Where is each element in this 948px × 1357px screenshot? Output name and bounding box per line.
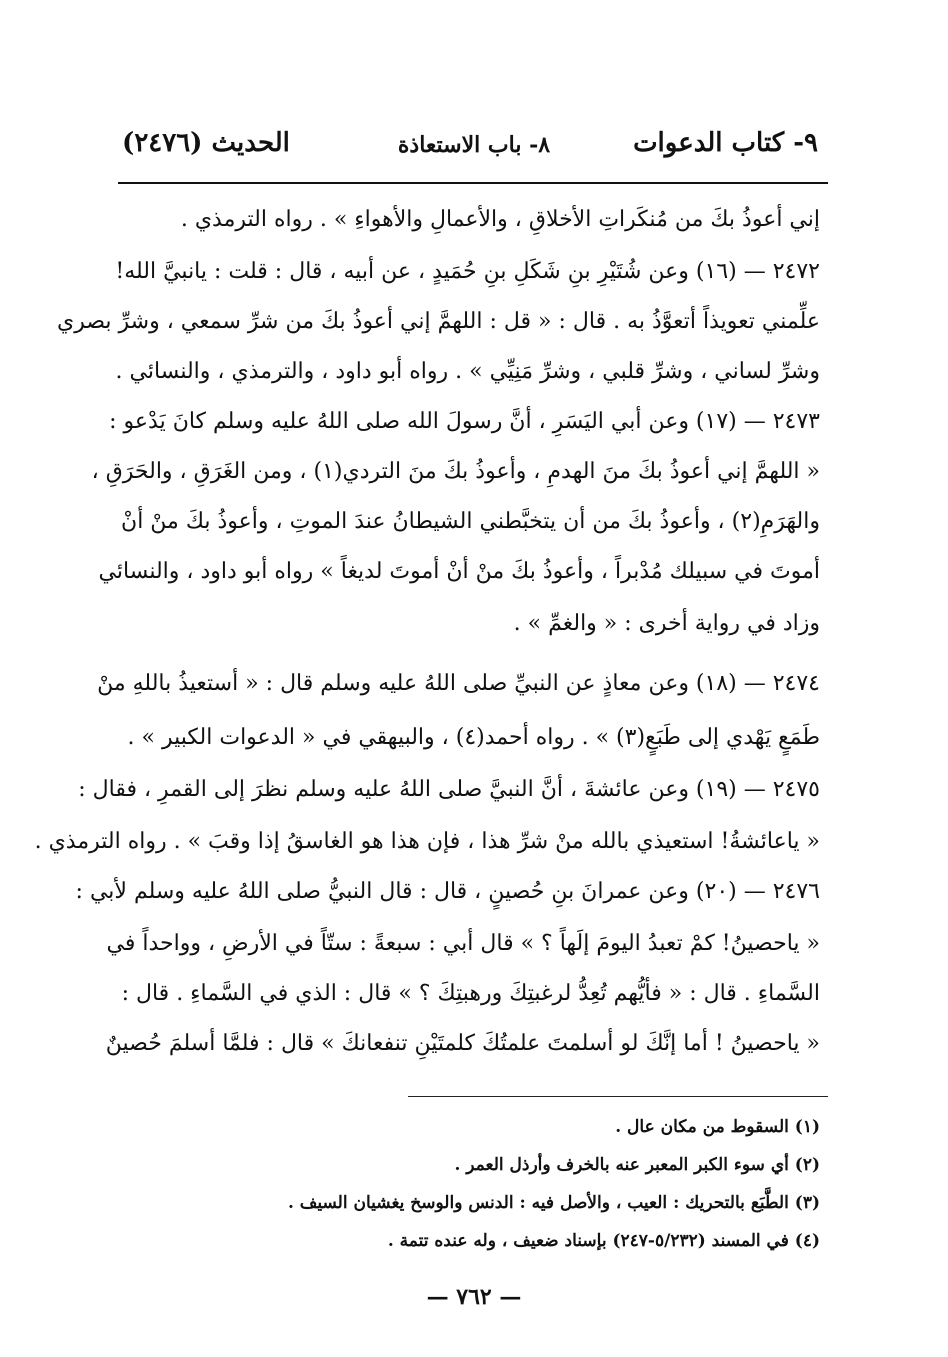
section-title: ٨- باب الاستعاذة — [397, 132, 551, 158]
body-line: السَّماءِ . قال : « فأيُّهم تُعِدُّ لرغبتِكَ ورهبتِكَ ؟ » قال : الذي في السَّماءِ . قال : — [121, 981, 820, 1006]
body-line: ٢٤٧٤ — (١٨) وعن معاذٍ عن النبيِّ صلى اللهُ عليه وسلم قال : « أستعيذُ باللهِ منْ — [97, 671, 820, 696]
body-line: إني أعوذُ بكَ من مُنكَراتِ الأخلاقِ ، والأعمالِ والأهواءِ » . رواه الترمذي . — [180, 207, 820, 232]
body-line: علِّمني تعويذاً أتعوَّذُ به . قال : « قل : اللهمَّ إني أعوذُ بكَ من شرِّ سمعي ، وشرِّ بصري — [56, 309, 820, 334]
body-line: « اللهمَّ إني أعوذُ بكَ منَ الهدمِ ، وأعوذُ بكَ منَ التردي(١) ، ومن الغَرَقِ ، والحَرَقِ ، — [91, 459, 820, 484]
body-line: وشرِّ لساني ، وشرِّ قلبي ، وشرِّ مَنِيِّي » . رواه أبو داود ، والترمذي ، والنسائي . — [115, 359, 820, 384]
body-line: والهَرَمِ(٢) ، وأعوذُ بكَ من أن يتخبَّطني الشيطانُ عندَ الموتِ ، وأعوذُ بكَ منْ أنْ — [121, 509, 820, 534]
body-line: ٢٤٧٢ — (١٦) وعن شُتَيْرِ بنِ شَكَلِ بنِ حُمَيدٍ ، عن أبيه ، قال : قلت : يانبيَّ الله! — [115, 259, 820, 284]
body-line: أموتَ في سبيلك مُدْبراً ، وأعوذُ بكَ منْ أنْ أموتَ لديغاً » رواه أبو داود ، والنسائي — [98, 559, 820, 584]
body-line: ٢٤٧٦ — (٢٠) وعن عمرانَ بنِ حُصينٍ ، قال : قال النبيُّ صلى اللهُ عليه وسلم لأبي : — [75, 879, 820, 904]
body-line: « ياحصينُ! كمْ تعبدُ اليومَ إلَهاً ؟ » قال أبي : سبعةً : ستّاً في الأرضِ ، وواحداً في — [106, 931, 820, 956]
body-line: « ياعائشةُ! استعيذي بالله منْ شرِّ هذا ، فإن هذا هو الغاسقُ إذا وقبَ » . رواه الترمذي . — [34, 829, 820, 854]
body-line: ٢٤٧٣ — (١٧) وعن أبي اليَسَرِ ، أنَّ رسولَ الله صلى اللهُ عليه وسلم كانَ يَدْعو : — [109, 409, 820, 434]
footnote: (٤) في المسند (٥/٢٣٢-٢٤٧) بإسناد ضعيف ، وله عنده تتمة . — [387, 1231, 820, 1251]
chapter-title: ٩- كتاب الدعوات — [633, 128, 818, 158]
page-number: — ٧٦٢ — — [426, 1284, 522, 1310]
header-rule — [118, 182, 828, 184]
footnote: (١) السقوط من مكان عال . — [615, 1117, 820, 1137]
footnote: (٢) أي سوء الكبر المعبر عنه بالخرف وأرذل العمر . — [454, 1155, 820, 1175]
body-line: ٢٤٧٥ — (١٩) وعن عائشةَ ، أنَّ النبيَّ صلى اللهُ عليه وسلم نظرَ إلى القمرِ ، فقال : — [78, 777, 820, 802]
footnote: (٣) الطَّبَع بالتحريك : العيب ، والأصل فيه : الدنس والوسخ يغشيان السيف . — [287, 1193, 820, 1213]
hadith-range: الحديث (٢٤٧٦) — [122, 128, 290, 158]
body-line: طَمَعٍ يَهْدي إلى طَبَعٍ(٣) » . رواه أحمد(٤) ، والبيهقي في « الدعوات الكبير » . — [127, 725, 820, 750]
body-line: « ياحصينُ ! أما إنَّكَ لو أسلمتَ علمتُكَ كلمتَيْنِ تنفعانكَ » قال : فلمَّا أسلمَ حُصينٌ — [105, 1031, 820, 1056]
body-line: وزاد في رواية أخرى : « والغمِّ » . — [513, 611, 820, 636]
footnote-rule — [408, 1096, 828, 1097]
